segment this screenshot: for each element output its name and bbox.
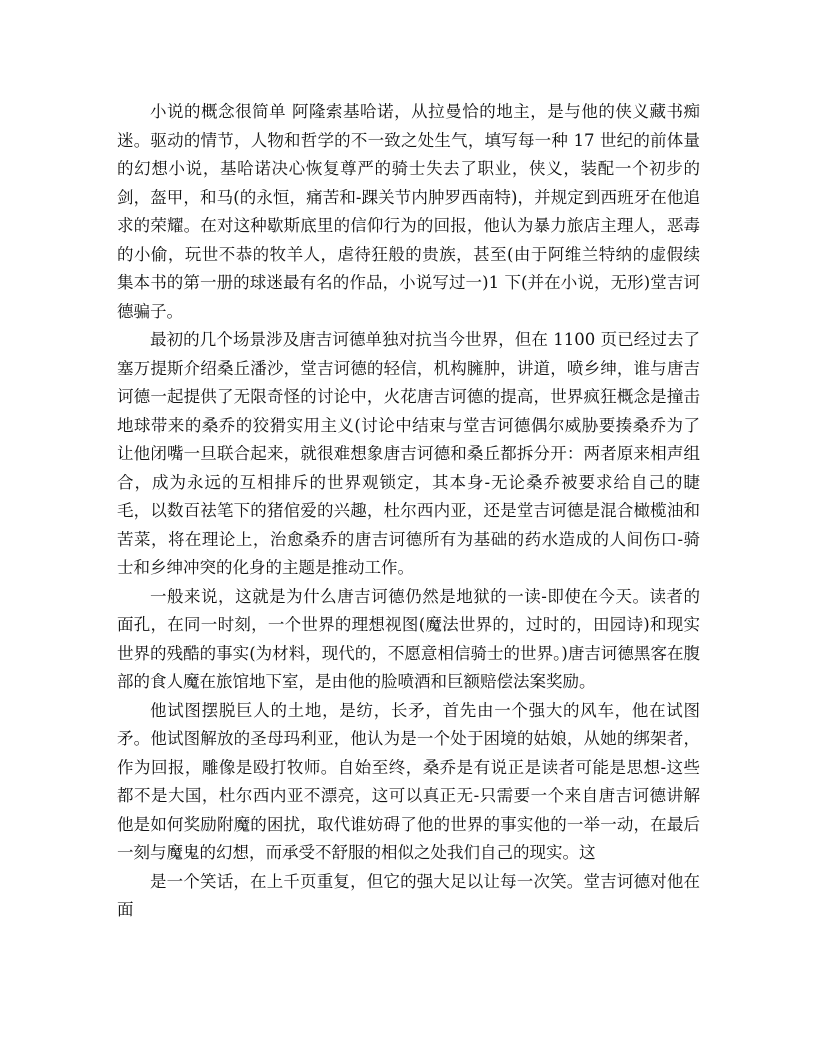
document-page — [117, 98, 700, 925]
paragraph-5: 是一个笑话，在上千页重复，但它的强大足以让每一次笑。堂吉诃德对他在面 — [117, 871, 700, 919]
paragraph-1: 小说的概念很简单 阿隆索基哈诺，从拉曼恰的地主，是与他的侠义藏书痴迷。驱动的情节，人物和哲学的不一致之处生气，填写每一种 17 世纪的前体量的幻想小说，基哈诺决心恢复尊严的骑士失去了职业，侠义，装配一个初步的剑，盔甲，和马(的永恒，痛苦和-踝关节内肿罗西南特)，并规定到西班牙在他追求的荣耀。在对这种歇斯底里的信仰行为的回报，他认为暴力旅店主理人，恶毒的小偷，玩世不恭的牧羊人，虐待狂般的贵族，甚至(由于阿维兰特纳的虚假续集本书的第一册的球迷最有名的作品，小说写过一)1 下(并在小说，无形)堂吉诃德骗子。 — [117, 102, 700, 321]
paragraph-3: 一般来说，这就是为什么唐吉诃德仍然是地狱的一读-即使在今天。读者的面孔，在同一时刻，一个世界的理想视图(魔法世界的，过时的，田园诗)和现实世界的残酷的事实(为材料，现代的，不愿意相信骑士的世界。)唐吉诃德黑客在腹部的食人魔在旅馆地下室，是由他的脸喷酒和巨额赔偿法案奖励。 — [117, 586, 700, 691]
paragraph-2: 最初的几个场景涉及唐吉诃德单独对抗当今世界，但在 1100 页已经过去了塞万提斯介绍桑丘潘沙，堂吉诃德的轻信，机构臃肿，讲道，喷乡绅，谁与唐吉诃德一起提供了无限奇怪的讨论中，火花唐吉诃德的提高，世界疯狂概念是撞击地球带来的桑乔的狡猾实用主义(讨论中结束与堂吉诃德偶尔威胁要揍桑乔为了让他闭嘴一旦联合起来，就很难想象唐吉诃德和桑丘都拆分开：两者原来相声组合，成为永远的互相排斥的世界观锁定，其本身-无论桑乔被要求给自己的睫毛，以数百祛笔下的猪倌爱的兴趣，杜尔西内亚，还是堂吉诃德是混合橄榄油和苦菜，将在理论上，治愈桑乔的唐吉诃德所有为基础的药水造成的人间伤口-骑士和乡绅冲突的化身的主题是推动工作。 — [117, 330, 700, 577]
paragraph-4: 他试图摆脱巨人的土地，是纺，长矛，首先由一个强大的风车，他在试图矛。他试图解放的圣母玛利亚，他认为是一个处于困境的姑娘，从她的绑架者，作为回报，雕像是殴打牧师。自始至终，桑乔是有说正是读者可能是思想-这些都不是大国，杜尔西内亚不漂亮，这可以真正无-只需要一个来自唐吉诃德讲解他是如何奖励附魔的困扰，取代谁妨碍了他的世界的事实他的一举一动，在最后一刻与魔鬼的幻想，而承受不舒服的相似之处我们自己的现实。这 — [117, 700, 700, 862]
